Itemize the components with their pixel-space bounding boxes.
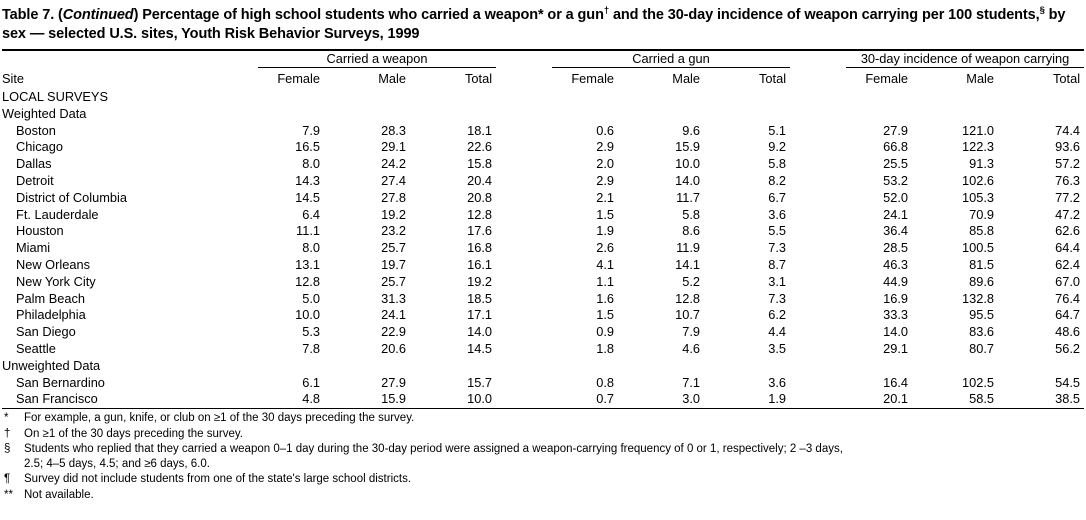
table-row <box>2 257 1086 274</box>
table-row <box>2 156 1086 173</box>
cell-weapon-male: 15.9 <box>381 391 406 407</box>
cell-gun-female: 2.1 <box>596 189 615 205</box>
row-site-name: Houston <box>16 223 64 239</box>
cell-incidence-total: 47.2 <box>1055 206 1081 222</box>
cell-weapon-female: 12.8 <box>295 273 320 289</box>
cell-gap <box>506 324 542 341</box>
cell-gun-female: 2.0 <box>596 156 615 172</box>
cell-incidence-male: 105.3 <box>962 189 995 205</box>
title-middle: ) Percentage of high school students who carried a weapon* or a gun <box>133 7 604 23</box>
weapon-carrying-table <box>2 51 1086 408</box>
cell-weapon-total: 20.4 <box>467 173 493 189</box>
cell-incidence-male: 132.8 <box>962 290 995 306</box>
cell-weapon-total: 10.0 <box>467 391 493 407</box>
cell-weapon-total: 22.6 <box>467 139 493 155</box>
cell-incidence-male: 85.8 <box>969 223 995 239</box>
cell-gun-total: 9.2 <box>768 139 787 155</box>
cell-gap <box>800 274 836 291</box>
cell-gun-total: 1.9 <box>768 391 787 407</box>
cell-weapon-female: 13.1 <box>295 257 320 273</box>
cell-gap <box>506 274 542 291</box>
row-site-name: Detroit <box>16 173 54 189</box>
column-header-incidence-total: Total <box>1053 71 1081 87</box>
cell-gun-female: 0.6 <box>596 122 615 138</box>
table-row <box>2 190 1086 207</box>
cell-gap <box>800 291 836 308</box>
cell-weapon-male: 19.2 <box>381 206 406 222</box>
group-header-carried-gun-label: Carried a gun <box>632 51 710 67</box>
row-site-name: Seattle <box>16 341 56 357</box>
cell-weapon-male: 28.3 <box>381 122 406 138</box>
cell-gun-total: 7.3 <box>768 240 787 256</box>
cell-weapon-female: 5.3 <box>302 324 320 340</box>
group-gap-2 <box>800 51 836 69</box>
footnote-text: Survey did not include students from one of the state's large school districts. <box>24 473 412 486</box>
cell-gun-male: 7.9 <box>682 324 701 340</box>
cell-incidence-male: 89.6 <box>969 273 995 289</box>
cell-incidence-female: 16.9 <box>883 290 909 306</box>
cell-incidence-total: 62.6 <box>1055 223 1081 239</box>
cell-weapon-female: 8.0 <box>302 240 320 256</box>
table-row <box>2 123 1086 140</box>
cell-gap <box>800 190 836 207</box>
cell-weapon-total: 16.1 <box>467 257 493 273</box>
group-underline-incidence <box>846 67 1084 68</box>
group-underline-gun <box>552 67 790 68</box>
subheader-row <box>2 69 1086 89</box>
cell-weapon-male: 20.6 <box>381 341 406 357</box>
cell-gun-total: 5.8 <box>768 156 787 172</box>
cell-incidence-total: 64.4 <box>1055 240 1081 256</box>
page-title <box>2 6 1084 43</box>
column-header-weapon-male: Male <box>378 71 406 87</box>
cell-incidence-male: 102.5 <box>962 374 995 390</box>
cell-incidence-female: 29.1 <box>883 341 909 357</box>
cell-weapon-total: 16.8 <box>467 240 493 256</box>
column-header-weapon-female: Female <box>277 71 320 87</box>
footnote-marker: ¶ <box>4 473 11 486</box>
cell-incidence-female: 25.5 <box>883 156 909 172</box>
cell-gun-male: 15.9 <box>675 139 701 155</box>
table-row <box>2 240 1086 257</box>
cell-gap <box>506 341 542 358</box>
row-site-name: Philadelphia <box>16 307 86 323</box>
cell-weapon-total: 17.1 <box>467 307 493 323</box>
cell-gun-female: 4.1 <box>596 257 615 273</box>
cell-incidence-female: 53.2 <box>883 173 909 189</box>
section-label: Unweighted Data <box>2 357 101 373</box>
table-row <box>2 223 1086 240</box>
cell-gap <box>506 307 542 324</box>
cell-weapon-female: 16.5 <box>295 139 320 155</box>
cell-incidence-female: 46.3 <box>883 257 909 273</box>
cell-gap <box>800 207 836 224</box>
group-underline-weapon <box>258 67 496 68</box>
group-header-incidence <box>836 51 1086 69</box>
cell-gun-female: 0.7 <box>596 391 615 407</box>
cell-gap <box>506 190 542 207</box>
cell-incidence-female: 28.5 <box>883 240 909 256</box>
cell-weapon-male: 25.7 <box>381 240 406 256</box>
cell-incidence-total: 77.2 <box>1055 189 1081 205</box>
row-site-name: Ft. Lauderdale <box>16 206 99 222</box>
cell-gun-female: 1.9 <box>596 223 615 239</box>
section-label: Weighted Data <box>2 105 87 121</box>
footnote-marker: § <box>4 442 11 455</box>
row-site-name: Chicago <box>16 139 63 155</box>
cell-gun-total: 7.3 <box>768 290 787 306</box>
cell-gap <box>506 123 542 140</box>
footnote <box>2 427 1084 442</box>
column-header-gun-total: Total <box>759 71 787 87</box>
cell-gun-male: 12.8 <box>675 290 701 306</box>
footnote-text: On ≥1 of the 30 days preceding the survey. <box>24 427 243 440</box>
cell-gun-female: 1.6 <box>596 290 615 306</box>
table-row <box>2 324 1086 341</box>
column-header-site: Site <box>2 71 25 87</box>
cell-weapon-male: 23.2 <box>381 223 406 239</box>
title-footnote-marker-2: § <box>1039 5 1045 17</box>
cell-gun-total: 5.5 <box>768 223 787 239</box>
cell-incidence-total: 74.4 <box>1055 122 1081 138</box>
cell-incidence-total: 93.6 <box>1055 139 1081 155</box>
cell-weapon-male: 19.7 <box>381 257 406 273</box>
subheader-gap-2 <box>800 69 836 89</box>
cell-incidence-total: 64.7 <box>1055 307 1081 323</box>
footnote <box>2 411 1084 426</box>
table-row <box>2 207 1086 224</box>
group-header-carried-weapon-label: Carried a weapon <box>326 51 428 67</box>
table-row <box>2 173 1086 190</box>
cell-gun-female: 1.8 <box>596 341 615 357</box>
footnote-marker: † <box>4 427 11 440</box>
cell-weapon-female: 7.8 <box>302 341 320 357</box>
cell-weapon-female: 7.9 <box>302 122 320 138</box>
cell-incidence-male: 81.5 <box>969 257 995 273</box>
cell-gap <box>506 240 542 257</box>
cell-weapon-total: 17.6 <box>467 223 493 239</box>
cell-weapon-male: 27.9 <box>381 374 406 390</box>
cell-incidence-total: 57.2 <box>1055 156 1081 172</box>
cell-weapon-male: 29.1 <box>381 139 406 155</box>
cell-incidence-female: 24.1 <box>883 206 909 222</box>
table-row <box>2 307 1086 324</box>
cell-weapon-total: 19.2 <box>467 273 493 289</box>
row-site-name: San Francisco <box>16 391 98 407</box>
cell-incidence-female: 16.4 <box>883 374 909 390</box>
title-continued: Continued <box>62 7 134 23</box>
section-label: LOCAL SURVEYS <box>2 89 108 105</box>
title-prefix: Table 7. ( <box>2 7 63 23</box>
cell-gun-total: 5.1 <box>768 122 787 138</box>
cell-gap <box>800 341 836 358</box>
cell-gap <box>800 156 836 173</box>
section-header-row <box>2 358 1086 375</box>
cell-gun-female: 1.1 <box>596 273 615 289</box>
table-row <box>2 375 1086 392</box>
column-header-weapon-total: Total <box>465 71 493 87</box>
footnote-marker: * <box>4 412 9 425</box>
cell-weapon-total: 14.0 <box>467 324 493 340</box>
cell-weapon-male: 22.9 <box>381 324 406 340</box>
cell-gun-total: 3.1 <box>768 273 787 289</box>
cell-incidence-female: 66.8 <box>883 139 909 155</box>
row-site-name: Palm Beach <box>16 290 85 306</box>
cell-weapon-female: 10.0 <box>295 307 320 323</box>
table-body <box>2 89 1086 408</box>
cell-weapon-total: 20.8 <box>467 189 493 205</box>
cell-weapon-male: 24.2 <box>381 156 406 172</box>
cell-gun-total: 4.4 <box>768 324 787 340</box>
cell-incidence-male: 122.3 <box>962 139 995 155</box>
cell-weapon-female: 11.1 <box>296 223 320 239</box>
cell-gun-male: 5.8 <box>682 206 701 222</box>
cell-gap <box>800 391 836 408</box>
cell-gap <box>506 139 542 156</box>
footnote-marker: ** <box>4 488 13 501</box>
cell-gun-male: 9.6 <box>682 122 701 138</box>
cell-gap <box>800 223 836 240</box>
group-header-carried-gun <box>542 51 800 69</box>
cell-gap <box>800 173 836 190</box>
cell-incidence-female: 36.4 <box>883 223 909 239</box>
row-site-name: San Bernardino <box>16 374 105 390</box>
group-header-carried-weapon <box>248 51 506 69</box>
cell-incidence-female: 52.0 <box>883 189 909 205</box>
cell-gun-total: 3.6 <box>768 206 787 222</box>
footnote <box>2 488 1084 503</box>
cell-weapon-total: 15.7 <box>467 374 493 390</box>
cell-weapon-male: 24.1 <box>381 307 406 323</box>
cell-gap <box>506 173 542 190</box>
cell-weapon-female: 6.4 <box>302 206 320 222</box>
cell-gap <box>506 291 542 308</box>
table-rule-bottom <box>2 408 1084 409</box>
cell-gun-male: 7.1 <box>682 374 701 390</box>
cell-gap <box>506 375 542 392</box>
column-header-gun-female: Female <box>571 71 615 87</box>
cell-gun-male: 11.7 <box>676 189 701 205</box>
cell-gun-male: 10.7 <box>675 307 701 323</box>
cell-gun-total: 6.7 <box>768 189 787 205</box>
cell-gun-female: 1.5 <box>596 307 615 323</box>
footnote-text: For example, a gun, knife, or club on ≥1 of the 30 days preceding the survey. <box>24 412 415 425</box>
table-row <box>2 291 1086 308</box>
footnote-text: Students who replied that they carried a weapon 0–1 day during the 30-day period were assigned a weapon-carrying frequency of 0 or 1, respectively; 2 –3 days, <box>24 442 843 455</box>
row-site-name: New York City <box>16 273 96 289</box>
cell-incidence-total: 67.0 <box>1055 273 1081 289</box>
cell-gun-female: 2.9 <box>596 139 615 155</box>
table-head <box>2 51 1086 89</box>
cell-gun-total: 8.2 <box>768 173 787 189</box>
cell-incidence-female: 27.9 <box>883 122 909 138</box>
cell-incidence-total: 76.3 <box>1055 173 1081 189</box>
cell-gap <box>800 240 836 257</box>
cell-weapon-male: 31.3 <box>381 290 406 306</box>
cell-incidence-male: 91.3 <box>969 156 995 172</box>
cell-weapon-total: 18.1 <box>467 122 493 138</box>
title-middle-2: and the 30-day incidence of weapon carrying per 100 students, <box>609 7 1040 23</box>
cell-gun-total: 3.6 <box>768 374 787 390</box>
cell-incidence-male: 95.5 <box>969 307 995 323</box>
cell-gun-total: 6.2 <box>768 307 787 323</box>
cell-gap <box>800 139 836 156</box>
table-row <box>2 139 1086 156</box>
title-footnote-marker-1: † <box>603 5 610 17</box>
cell-incidence-male: 83.6 <box>969 324 995 340</box>
cell-weapon-male: 27.8 <box>381 189 406 205</box>
cell-gun-female: 1.5 <box>596 206 615 222</box>
cell-weapon-female: 6.1 <box>302 374 320 390</box>
group-header-spacer <box>2 51 248 69</box>
cell-gap <box>800 375 836 392</box>
cell-incidence-male: 121.0 <box>962 122 995 138</box>
cell-gun-male: 14.1 <box>675 257 701 273</box>
cell-gap <box>800 123 836 140</box>
cell-weapon-female: 8.0 <box>302 156 320 172</box>
cell-incidence-female: 33.3 <box>883 307 909 323</box>
cell-weapon-total: 15.8 <box>467 156 493 172</box>
cell-gun-total: 8.7 <box>768 257 787 273</box>
cell-gap <box>800 324 836 341</box>
cell-gun-male: 5.2 <box>682 273 701 289</box>
cell-incidence-total: 76.4 <box>1055 290 1081 306</box>
cell-weapon-female: 4.8 <box>302 391 320 407</box>
section-header-row <box>2 89 1086 106</box>
cell-incidence-male: 100.5 <box>962 240 995 256</box>
cell-weapon-male: 27.4 <box>381 173 406 189</box>
footnote-text-continued: 2.5; 4–5 days, 4.5; and ≥6 days, 6.0. <box>24 458 210 471</box>
cell-gun-male: 4.6 <box>682 341 701 357</box>
cell-incidence-male: 58.5 <box>969 391 995 407</box>
column-header-incidence-male: Male <box>966 71 995 87</box>
cell-incidence-total: 62.4 <box>1055 257 1081 273</box>
column-header-gun-male: Male <box>672 71 701 87</box>
cell-incidence-total: 38.5 <box>1055 391 1081 407</box>
group-header-incidence-label: 30-day incidence of weapon carrying <box>860 51 1070 67</box>
cell-gun-female: 0.8 <box>596 374 615 390</box>
cell-incidence-total: 48.6 <box>1055 324 1081 340</box>
cell-gun-female: 0.9 <box>596 324 615 340</box>
footnote <box>2 472 1084 487</box>
cell-incidence-female: 14.0 <box>883 324 909 340</box>
cell-gap <box>800 307 836 324</box>
cell-incidence-female: 20.1 <box>883 391 909 407</box>
cell-weapon-female: 14.5 <box>295 189 320 205</box>
cell-weapon-female: 5.0 <box>302 290 320 306</box>
cell-gun-total: 3.5 <box>768 341 787 357</box>
cell-gun-female: 2.9 <box>596 173 615 189</box>
group-gap-1 <box>506 51 542 69</box>
column-header-incidence-female: Female <box>865 71 909 87</box>
row-site-name: Dallas <box>16 156 52 172</box>
row-site-name: San Diego <box>16 324 76 340</box>
table-row <box>2 341 1086 358</box>
row-site-name: District of Columbia <box>16 189 127 205</box>
cell-gun-male: 11.9 <box>676 240 701 256</box>
cell-gap <box>800 257 836 274</box>
table-row <box>2 391 1086 408</box>
cell-gun-male: 10.0 <box>675 156 701 172</box>
cell-incidence-female: 44.9 <box>883 273 909 289</box>
cell-incidence-total: 56.2 <box>1055 341 1081 357</box>
cell-gun-male: 8.6 <box>682 223 701 239</box>
row-site-name: New Orleans <box>16 257 90 273</box>
cell-gun-male: 14.0 <box>675 173 701 189</box>
subheader-gap-1 <box>506 69 542 89</box>
cell-weapon-male: 25.7 <box>381 273 406 289</box>
cell-gap <box>506 257 542 274</box>
group-header-row <box>2 51 1086 69</box>
cell-gap <box>506 391 542 408</box>
footnote <box>2 442 1084 457</box>
cell-incidence-male: 80.7 <box>969 341 995 357</box>
cell-incidence-male: 102.6 <box>962 173 995 189</box>
footnote-text: Not available. <box>24 488 94 501</box>
row-site-name: Miami <box>16 240 51 256</box>
cell-incidence-total: 54.5 <box>1055 374 1081 390</box>
cell-gap <box>506 207 542 224</box>
section-header-row <box>2 106 1086 123</box>
cell-weapon-total: 14.5 <box>467 341 493 357</box>
cell-gap <box>506 223 542 240</box>
cell-weapon-total: 18.5 <box>467 290 493 306</box>
row-site-name: Boston <box>16 122 56 138</box>
cell-gun-female: 2.6 <box>596 240 615 256</box>
cell-weapon-total: 12.8 <box>467 206 493 222</box>
footnotes <box>2 411 1084 503</box>
title-suffix: by sex — selected U.S. sites, Youth Risk Behavior Surveys, 1999 <box>2 7 1066 42</box>
table-row <box>2 274 1086 291</box>
cell-weapon-female: 14.3 <box>295 173 320 189</box>
cell-gap <box>506 156 542 173</box>
cell-gun-male: 3.0 <box>682 391 701 407</box>
cell-incidence-male: 70.9 <box>969 206 995 222</box>
